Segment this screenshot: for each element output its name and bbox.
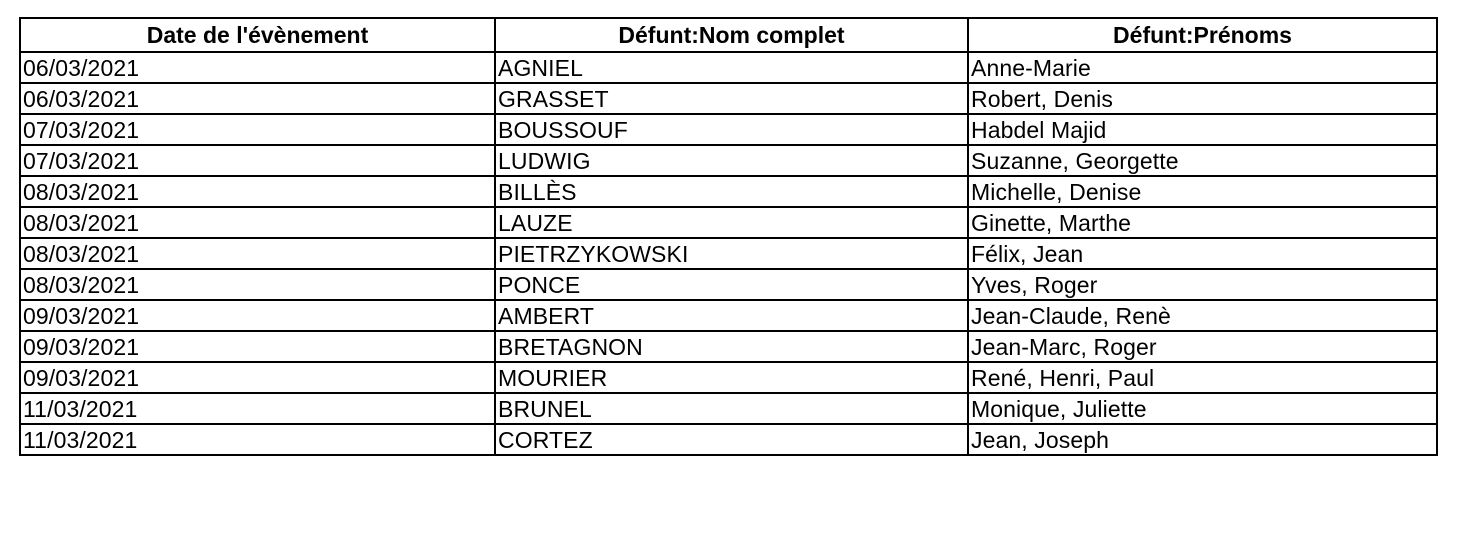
cell-first-names: Yves, Roger <box>968 269 1437 300</box>
header-deceased-full-name: Défunt:Nom complet <box>495 18 968 52</box>
table-row <box>20 331 1437 362</box>
table-row <box>20 300 1437 331</box>
header-row <box>20 18 1437 52</box>
table-row <box>20 362 1437 393</box>
cell-full-name: PONCE <box>495 269 968 300</box>
cell-event-date: 07/03/2021 <box>20 145 495 176</box>
cell-full-name: GRASSET <box>495 83 968 114</box>
cell-first-names: Jean-Marc, Roger <box>968 331 1437 362</box>
cell-event-date: 07/03/2021 <box>20 114 495 145</box>
cell-first-names: Suzanne, Georgette <box>968 145 1437 176</box>
cell-first-names: Monique, Juliette <box>968 393 1437 424</box>
cell-first-names: Jean-Claude, Renè <box>968 300 1437 331</box>
cell-full-name: BOUSSOUF <box>495 114 968 145</box>
cell-full-name: BRUNEL <box>495 393 968 424</box>
cell-full-name: LAUZE <box>495 207 968 238</box>
cell-event-date: 09/03/2021 <box>20 331 495 362</box>
cell-first-names: Ginette, Marthe <box>968 207 1437 238</box>
deceased-register-sheet <box>19 17 1436 456</box>
cell-event-date: 09/03/2021 <box>20 300 495 331</box>
table-row <box>20 176 1437 207</box>
cell-first-names: Robert, Denis <box>968 83 1437 114</box>
cell-full-name: AMBERT <box>495 300 968 331</box>
cell-full-name: PIETRZYKOWSKI <box>495 238 968 269</box>
cell-event-date: 08/03/2021 <box>20 238 495 269</box>
table-row <box>20 207 1437 238</box>
cell-full-name: AGNIEL <box>495 52 968 83</box>
cell-full-name: BILLÈS <box>495 176 968 207</box>
cell-first-names: Habdel Majid <box>968 114 1437 145</box>
cell-event-date: 11/03/2021 <box>20 424 495 455</box>
table-row <box>20 424 1437 455</box>
cell-event-date: 11/03/2021 <box>20 393 495 424</box>
table-row <box>20 269 1437 300</box>
cell-full-name: LUDWIG <box>495 145 968 176</box>
table-row <box>20 145 1437 176</box>
cell-full-name: MOURIER <box>495 362 968 393</box>
cell-event-date: 06/03/2021 <box>20 83 495 114</box>
cell-full-name: CORTEZ <box>495 424 968 455</box>
cell-event-date: 08/03/2021 <box>20 207 495 238</box>
cell-full-name: BRETAGNON <box>495 331 968 362</box>
cell-first-names: Félix, Jean <box>968 238 1437 269</box>
cell-first-names: Jean, Joseph <box>968 424 1437 455</box>
deceased-register-table <box>19 17 1438 456</box>
cell-first-names: Michelle, Denise <box>968 176 1437 207</box>
table-row <box>20 393 1437 424</box>
cell-event-date: 08/03/2021 <box>20 176 495 207</box>
cell-event-date: 06/03/2021 <box>20 52 495 83</box>
cell-event-date: 08/03/2021 <box>20 269 495 300</box>
table-row <box>20 83 1437 114</box>
header-event-date: Date de l'évènement <box>20 18 495 52</box>
cell-first-names: René, Henri, Paul <box>968 362 1437 393</box>
cell-first-names: Anne-Marie <box>968 52 1437 83</box>
table-row <box>20 114 1437 145</box>
cell-event-date: 09/03/2021 <box>20 362 495 393</box>
table-row <box>20 238 1437 269</box>
header-deceased-first-names: Défunt:Prénoms <box>968 18 1437 52</box>
table-row <box>20 52 1437 83</box>
